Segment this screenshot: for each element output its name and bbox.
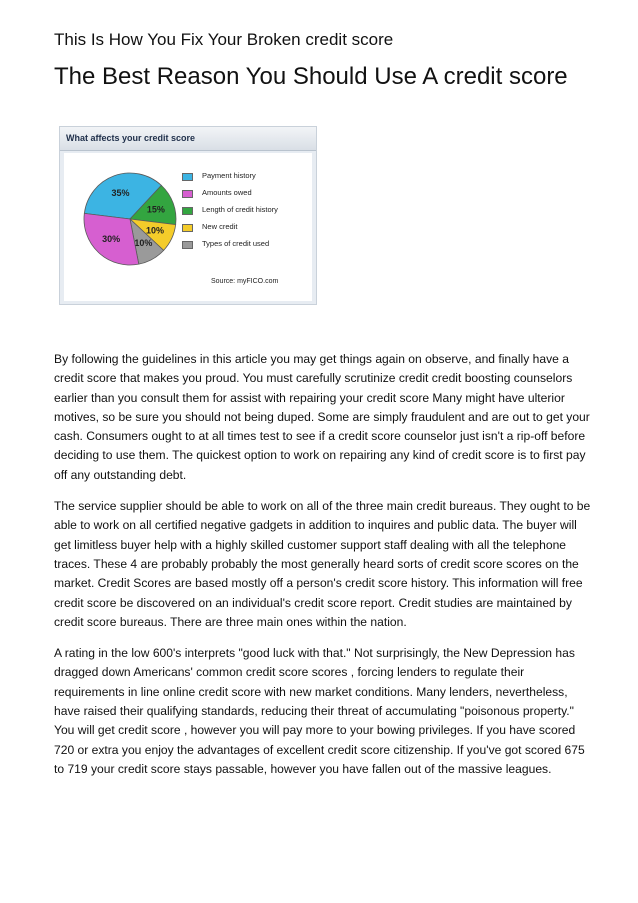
pie-slice-label: 15% (146, 204, 165, 215)
legend-swatch (182, 207, 193, 215)
figure-body (64, 153, 312, 301)
document-kicker: This Is How You Fix Your Broken credit score (54, 30, 394, 49)
legend-swatch (182, 241, 193, 249)
credit-score-figure (59, 126, 317, 305)
legend-label: Types of credit used (202, 239, 270, 248)
body-paragraph: By following the guidelines in this article you may get things again on observe, and finally have a credit score that makes you proud. You must carefully scrutinize credit credit boosting counselors earlier than you consult them for assist with repairing your credit score Many might have ulterior motives, so be sure you should not being duped. Some are simply fraudulent and are out to get your cash. Consumers ought to at all times test to see if a credit score counselor just isn't a rip-off before deciding to use them. The quickest option to work on repairing any kind of credit score is to first pay off any outstanding debt. (54, 352, 590, 482)
pie-slice-label: 30% (102, 234, 121, 245)
pie-slice-label: 10% (146, 225, 165, 236)
figure-title: What affects your credit score (66, 133, 196, 143)
figure-header (60, 127, 316, 151)
legend-label: Length of credit history (202, 205, 278, 214)
legend-swatch (182, 190, 193, 198)
pie-chart (64, 153, 182, 273)
body-paragraph: A rating in the low 600's interprets "good luck with that." Not surprisingly, the New Depression has dragged down Americans' common credit score scores , forcing lenders to regulate their requirements in line online credit score with new market conditions. Many lenders, nevertheless, have raised their qualifying standards, reducing their threat of accumulating "poisonous property." You will get credit score , however you will pay more to your bowing privileges. If you have scored 720 or extra you enjoy the advantages of excellent credit score citizenship. If you've got scored 675 to 719 your credit score stays passable, however you have fallen out of the massive leagues. (54, 646, 585, 776)
legend-label: New credit (202, 222, 238, 231)
body-text (54, 350, 594, 791)
legend-swatch (182, 224, 193, 232)
pie-slice-label: 10% (134, 238, 153, 249)
document-title: The Best Reason You Should Use A credit score (54, 63, 568, 90)
figure-source: Source: myFICO.com (211, 278, 279, 285)
legend-swatch (182, 173, 193, 181)
legend-label: Amounts owed (202, 188, 252, 197)
body-paragraph: The service supplier should be able to work on all of the three main credit bureaus. They ought to be able to work on all certified negative gadgets in addition to inquires and public data. The buyer will get limitless buyer help with a highly skilled customer support staff dealing with all the telephone traces. These 4 are probably probably the most generally heard sorts of credit score scores on the market. Credit Scores are based mostly off a person's credit score history. This information will free credit score be discovered on an individual's credit score report. Credit studies are maintained by credit score bureaus. There are three main ones within the nation. (54, 499, 591, 629)
legend-label: Payment history (202, 171, 256, 180)
pie-slice-label: 35% (111, 188, 130, 199)
